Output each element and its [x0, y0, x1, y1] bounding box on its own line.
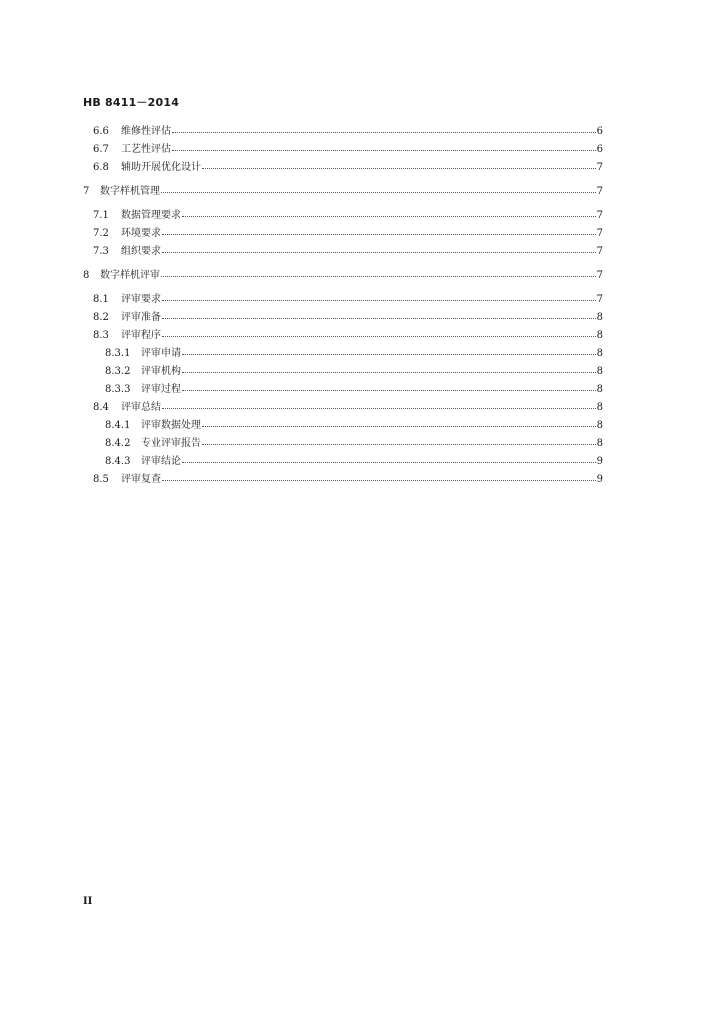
toc-entry-number: 7.2: [93, 228, 109, 239]
toc-entry-number: 8.2: [93, 312, 109, 323]
toc-entry[interactable]: [83, 158, 603, 176]
toc-entry[interactable]: [83, 470, 603, 488]
toc-entry[interactable]: [83, 224, 603, 242]
toc-entry[interactable]: [83, 308, 603, 326]
toc-leader-dots: [162, 325, 596, 337]
toc-entry[interactable]: [83, 206, 603, 224]
toc-entry-number: 8.4.2: [105, 438, 131, 449]
toc-entry[interactable]: [83, 266, 603, 284]
toc-entry-page: 6: [596, 144, 603, 155]
toc-entry-number: 8.3.2: [105, 366, 131, 377]
toc-entry-number: 6.7: [93, 144, 109, 155]
toc-entry-page: 7: [596, 162, 603, 173]
toc-entry-page: 8: [596, 348, 603, 359]
toc-entry-title: 评审总结: [121, 402, 161, 413]
toc-leader-dots: [161, 265, 596, 277]
toc-entry-title: 评审过程: [141, 384, 181, 395]
toc-leader-dots: [182, 205, 596, 217]
toc-entry[interactable]: [83, 140, 603, 158]
toc-entry-title: 数字样机管理: [100, 186, 160, 197]
toc-entry-title: 评审数据处理: [141, 420, 201, 431]
toc-entry-title: 评审结论: [141, 456, 181, 467]
toc-entry-page: 8: [596, 384, 603, 395]
table-of-contents: [83, 122, 603, 488]
document-code: HB 8411－2014: [83, 96, 180, 109]
toc-entry-title: 评审申请: [141, 348, 181, 359]
toc-leader-dots: [182, 451, 596, 463]
toc-entry-title: 工艺性评估: [121, 144, 171, 155]
toc-entry[interactable]: [83, 416, 603, 434]
toc-entry-number: 7.3: [93, 246, 109, 257]
toc-leader-dots: [162, 223, 596, 235]
toc-leader-dots: [162, 397, 596, 409]
toc-entry-page: 7: [596, 210, 603, 221]
toc-entry-number: 8: [83, 270, 90, 281]
toc-leader-dots: [172, 139, 596, 151]
toc-entry-number: 8.3.3: [105, 384, 131, 395]
toc-entry-page: 7: [596, 246, 603, 257]
toc-entry-title: 评审复查: [121, 474, 161, 485]
toc-entry-number: 8.3.1: [105, 348, 131, 359]
toc-entry-title: 评审准备: [121, 312, 161, 323]
toc-entry-number: 6.6: [93, 126, 109, 137]
toc-leader-dots: [161, 181, 596, 193]
toc-entry-page: 8: [596, 330, 603, 341]
toc-entry[interactable]: [83, 242, 603, 260]
toc-entry-page: 8: [596, 438, 603, 449]
toc-entry-page: 7: [596, 186, 603, 197]
toc-entry-page: 8: [596, 366, 603, 377]
toc-leader-dots: [162, 289, 596, 301]
toc-entry-number: 7.1: [93, 210, 109, 221]
toc-entry-number: 8.4.3: [105, 456, 131, 467]
toc-entry[interactable]: [83, 398, 603, 416]
toc-leader-dots: [162, 307, 596, 319]
toc-entry-title: 评审程序: [121, 330, 161, 341]
toc-entry[interactable]: [83, 326, 603, 344]
toc-entry-title: 评审要求: [121, 294, 161, 305]
toc-entry-page: 7: [596, 294, 603, 305]
toc-entry-title: 专业评审报告: [141, 438, 201, 449]
toc-entry-page: 7: [596, 270, 603, 281]
toc-entry-number: 6.8: [93, 162, 109, 173]
toc-leader-dots: [202, 415, 596, 427]
toc-entry-title: 环境要求: [121, 228, 161, 239]
toc-entry[interactable]: [83, 434, 603, 452]
toc-entry[interactable]: [83, 452, 603, 470]
toc-entry-title: 辅助开展优化设计: [121, 162, 201, 173]
toc-leader-dots: [182, 361, 596, 373]
toc-entry-page: 9: [596, 456, 603, 467]
toc-leader-dots: [182, 379, 596, 391]
toc-leader-dots: [162, 469, 596, 481]
toc-entry-page: 7: [596, 228, 603, 239]
toc-entry-page: 8: [596, 420, 603, 431]
toc-entry-number: 8.4: [93, 402, 109, 413]
toc-entry-number: 8.1: [93, 294, 109, 305]
toc-leader-dots: [202, 433, 596, 445]
toc-leader-dots: [162, 241, 596, 253]
toc-entry-title: 评审机构: [141, 366, 181, 377]
toc-leader-dots: [172, 121, 596, 133]
toc-entry[interactable]: [83, 182, 603, 200]
toc-entry[interactable]: [83, 122, 603, 140]
toc-entry-number: 8.4.1: [105, 420, 131, 431]
page-number: II: [83, 896, 93, 907]
toc-entry[interactable]: [83, 380, 603, 398]
toc-entry-title: 数据管理要求: [121, 210, 181, 221]
toc-entry-number: 7: [83, 186, 90, 197]
toc-entry-number: 8.3: [93, 330, 109, 341]
toc-entry-page: 8: [596, 402, 603, 413]
toc-entry-page: 9: [596, 474, 603, 485]
toc-entry-title: 组织要求: [121, 246, 161, 257]
toc-entry-title: 维修性评估: [121, 126, 171, 137]
toc-entry[interactable]: [83, 344, 603, 362]
toc-entry[interactable]: [83, 290, 603, 308]
toc-leader-dots: [182, 343, 596, 355]
toc-entry[interactable]: [83, 362, 603, 380]
toc-entry-page: 6: [596, 126, 603, 137]
toc-leader-dots: [202, 157, 596, 169]
toc-entry-title: 数字样机评审: [100, 270, 160, 281]
toc-entry-page: 8: [596, 312, 603, 323]
toc-entry-number: 8.5: [93, 474, 109, 485]
